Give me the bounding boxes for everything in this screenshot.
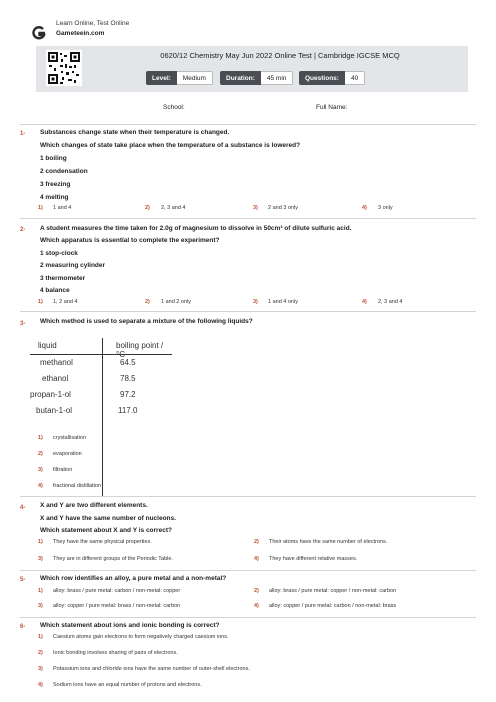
option-text[interactable]: Potassium ions and chloride ions have the same number of outer-shell electrons. [53,666,250,672]
table-cell: propan-1-ol [30,390,71,399]
option-number: 1) [38,205,43,211]
question-text: Which apparatus is essential to complete the experiment? [40,237,220,244]
statement-item: 2 condensation [40,168,88,175]
option-text[interactable]: They are in different groups of the Periodic Table. [53,556,173,562]
option-text[interactable]: They have the same physical properties. [53,539,152,545]
option-number: 3) [253,299,258,305]
divider [20,617,476,618]
option-number: 4) [362,205,367,211]
option-number: 1) [38,634,43,640]
table-cell: methanol [40,358,73,367]
table-cell: 64.5 [120,358,136,367]
duration-label: Duration: [220,71,261,85]
divider [20,496,476,497]
table-divider-vertical [102,338,103,496]
level-value: Medium [177,71,213,85]
divider [20,124,476,125]
question-number: 1- [20,131,26,137]
statement-item: 2 measuring cylinder [40,262,106,269]
questions-label: Questions: [299,71,345,85]
questions-value: 40 [345,71,365,85]
option-text[interactable]: Their atoms have the same number of electrons. [269,539,388,545]
option-text[interactable]: 1 and 4 only [268,299,298,305]
questions-pill [299,71,365,85]
option-number: 2) [254,539,259,545]
option-number: 4) [254,556,259,562]
test-title: 0620/12 Chemistry May Jun 2022 Online Test | Cambridge IGCSE MCQ [160,51,400,60]
statement-item: 1 stop-clock [40,250,78,257]
option-number: 4) [362,299,367,305]
question-number: 3- [20,321,26,327]
option-text[interactable]: alloy: copper / pure metal: brass / non-metal: carbon [53,603,181,609]
option-text[interactable]: filtration [53,467,73,473]
option-text[interactable]: alloy: copper / pure metal: carbon / non-metal: brass [269,603,397,609]
option-text[interactable]: evaporation [53,451,82,457]
divider [20,218,476,219]
question-text: Substances change state when their temperature is changed. [40,129,230,136]
table-header-boiling-point: boiling point / °C [116,341,164,359]
option-number: 1) [38,299,43,305]
option-text[interactable]: Ionic bonding involves sharing of pairs of electrons. [53,650,178,656]
question-number: 4- [20,505,26,511]
option-text[interactable]: 1 and 4 [53,205,72,211]
question-text: A student measures the time taken for 2.0g of magnesium to dissolve in 50cm³ of dilute sulfuric acid. [40,225,352,232]
option-text[interactable]: 2, 3 and 4 [378,299,403,305]
option-text[interactable]: 2, 3 and 4 [161,205,186,211]
option-number: 2) [145,205,150,211]
brand-site[interactable]: Gameteein.com [56,30,105,37]
option-number: 1) [38,588,43,594]
option-number: 3) [38,467,43,473]
question-text: Which method is used to separate a mixture of the following liquids? [40,318,253,325]
option-number: 3) [38,556,43,562]
question-text: Which row identifies an alloy, a pure metal and a non-metal? [40,575,227,582]
option-number: 2) [38,650,43,656]
option-number: 3) [253,205,258,211]
option-text[interactable]: crystallisation [53,435,87,441]
option-text[interactable]: Caesium atoms gain electrons to form negatively charged caesium ions. [53,634,229,640]
option-text[interactable]: alloy: brass / pure metal: copper / non-metal: carbon [269,588,397,594]
option-number: 1) [38,539,43,545]
option-number: 2) [38,451,43,457]
statement-item: 1 boiling [40,155,67,162]
qr-code-icon [46,50,82,86]
option-text[interactable]: 2 and 3 only [268,205,298,211]
table-cell: ethanol [42,374,69,383]
question-text: Which changes of state take place when the temperature of a substance is lowered? [40,142,301,149]
table-header-liquid: liquid [38,341,57,350]
question-number: 5- [20,577,26,583]
option-number: 2) [145,299,150,305]
option-text[interactable]: 3 only [378,205,393,211]
table-cell: 97.2 [120,390,136,399]
boiling-point-table [30,338,172,496]
statement-item: 4 balance [40,287,70,294]
option-number: 2) [254,588,259,594]
table-cell: butan-1-ol [36,406,73,415]
question-number: 6- [20,624,26,630]
option-text[interactable]: They have different relative masses. [269,556,358,562]
duration-value: 45 min [261,71,294,85]
option-number: 3) [38,603,43,609]
statement-item: 3 freezing [40,181,71,188]
question-text: X and Y have the same number of nucleons. [40,515,176,522]
table-cell: 78.5 [120,374,136,383]
option-text[interactable]: fractional distillation [53,483,101,489]
gameteein-logo-icon [32,26,46,40]
school-label: School: [163,104,185,111]
statement-item: 3 thermometer [40,275,86,282]
option-number: 4) [38,483,43,489]
table-cell: 117.0 [118,406,138,415]
brand-tagline: Learn Online, Test Online [56,20,130,27]
option-text[interactable]: 1 and 2 only [161,299,191,305]
option-number: 3) [38,666,43,672]
option-text[interactable]: alloy: brass / pure metal: carbon / non-metal: copper [53,588,181,594]
fullname-label: Full Name: [316,104,348,111]
divider [20,311,476,312]
option-number: 4) [38,682,43,688]
divider [20,570,476,571]
question-text: Which statement about X and Y is correct? [40,527,172,534]
level-pill [146,71,213,85]
level-label: Level: [146,71,177,85]
question-text: X and Y are two different elements. [40,502,148,509]
option-text[interactable]: 1, 2 and 4 [53,299,78,305]
question-number: 2- [20,227,26,233]
option-number: 4) [254,603,259,609]
question-text: Which statement about ions and ionic bonding is correct? [40,622,220,629]
option-text[interactable]: Sodium ions have an equal number of protons and electrons. [53,682,202,688]
option-number: 1) [38,435,43,441]
statement-item: 4 melting [40,194,69,201]
duration-pill [220,71,293,85]
